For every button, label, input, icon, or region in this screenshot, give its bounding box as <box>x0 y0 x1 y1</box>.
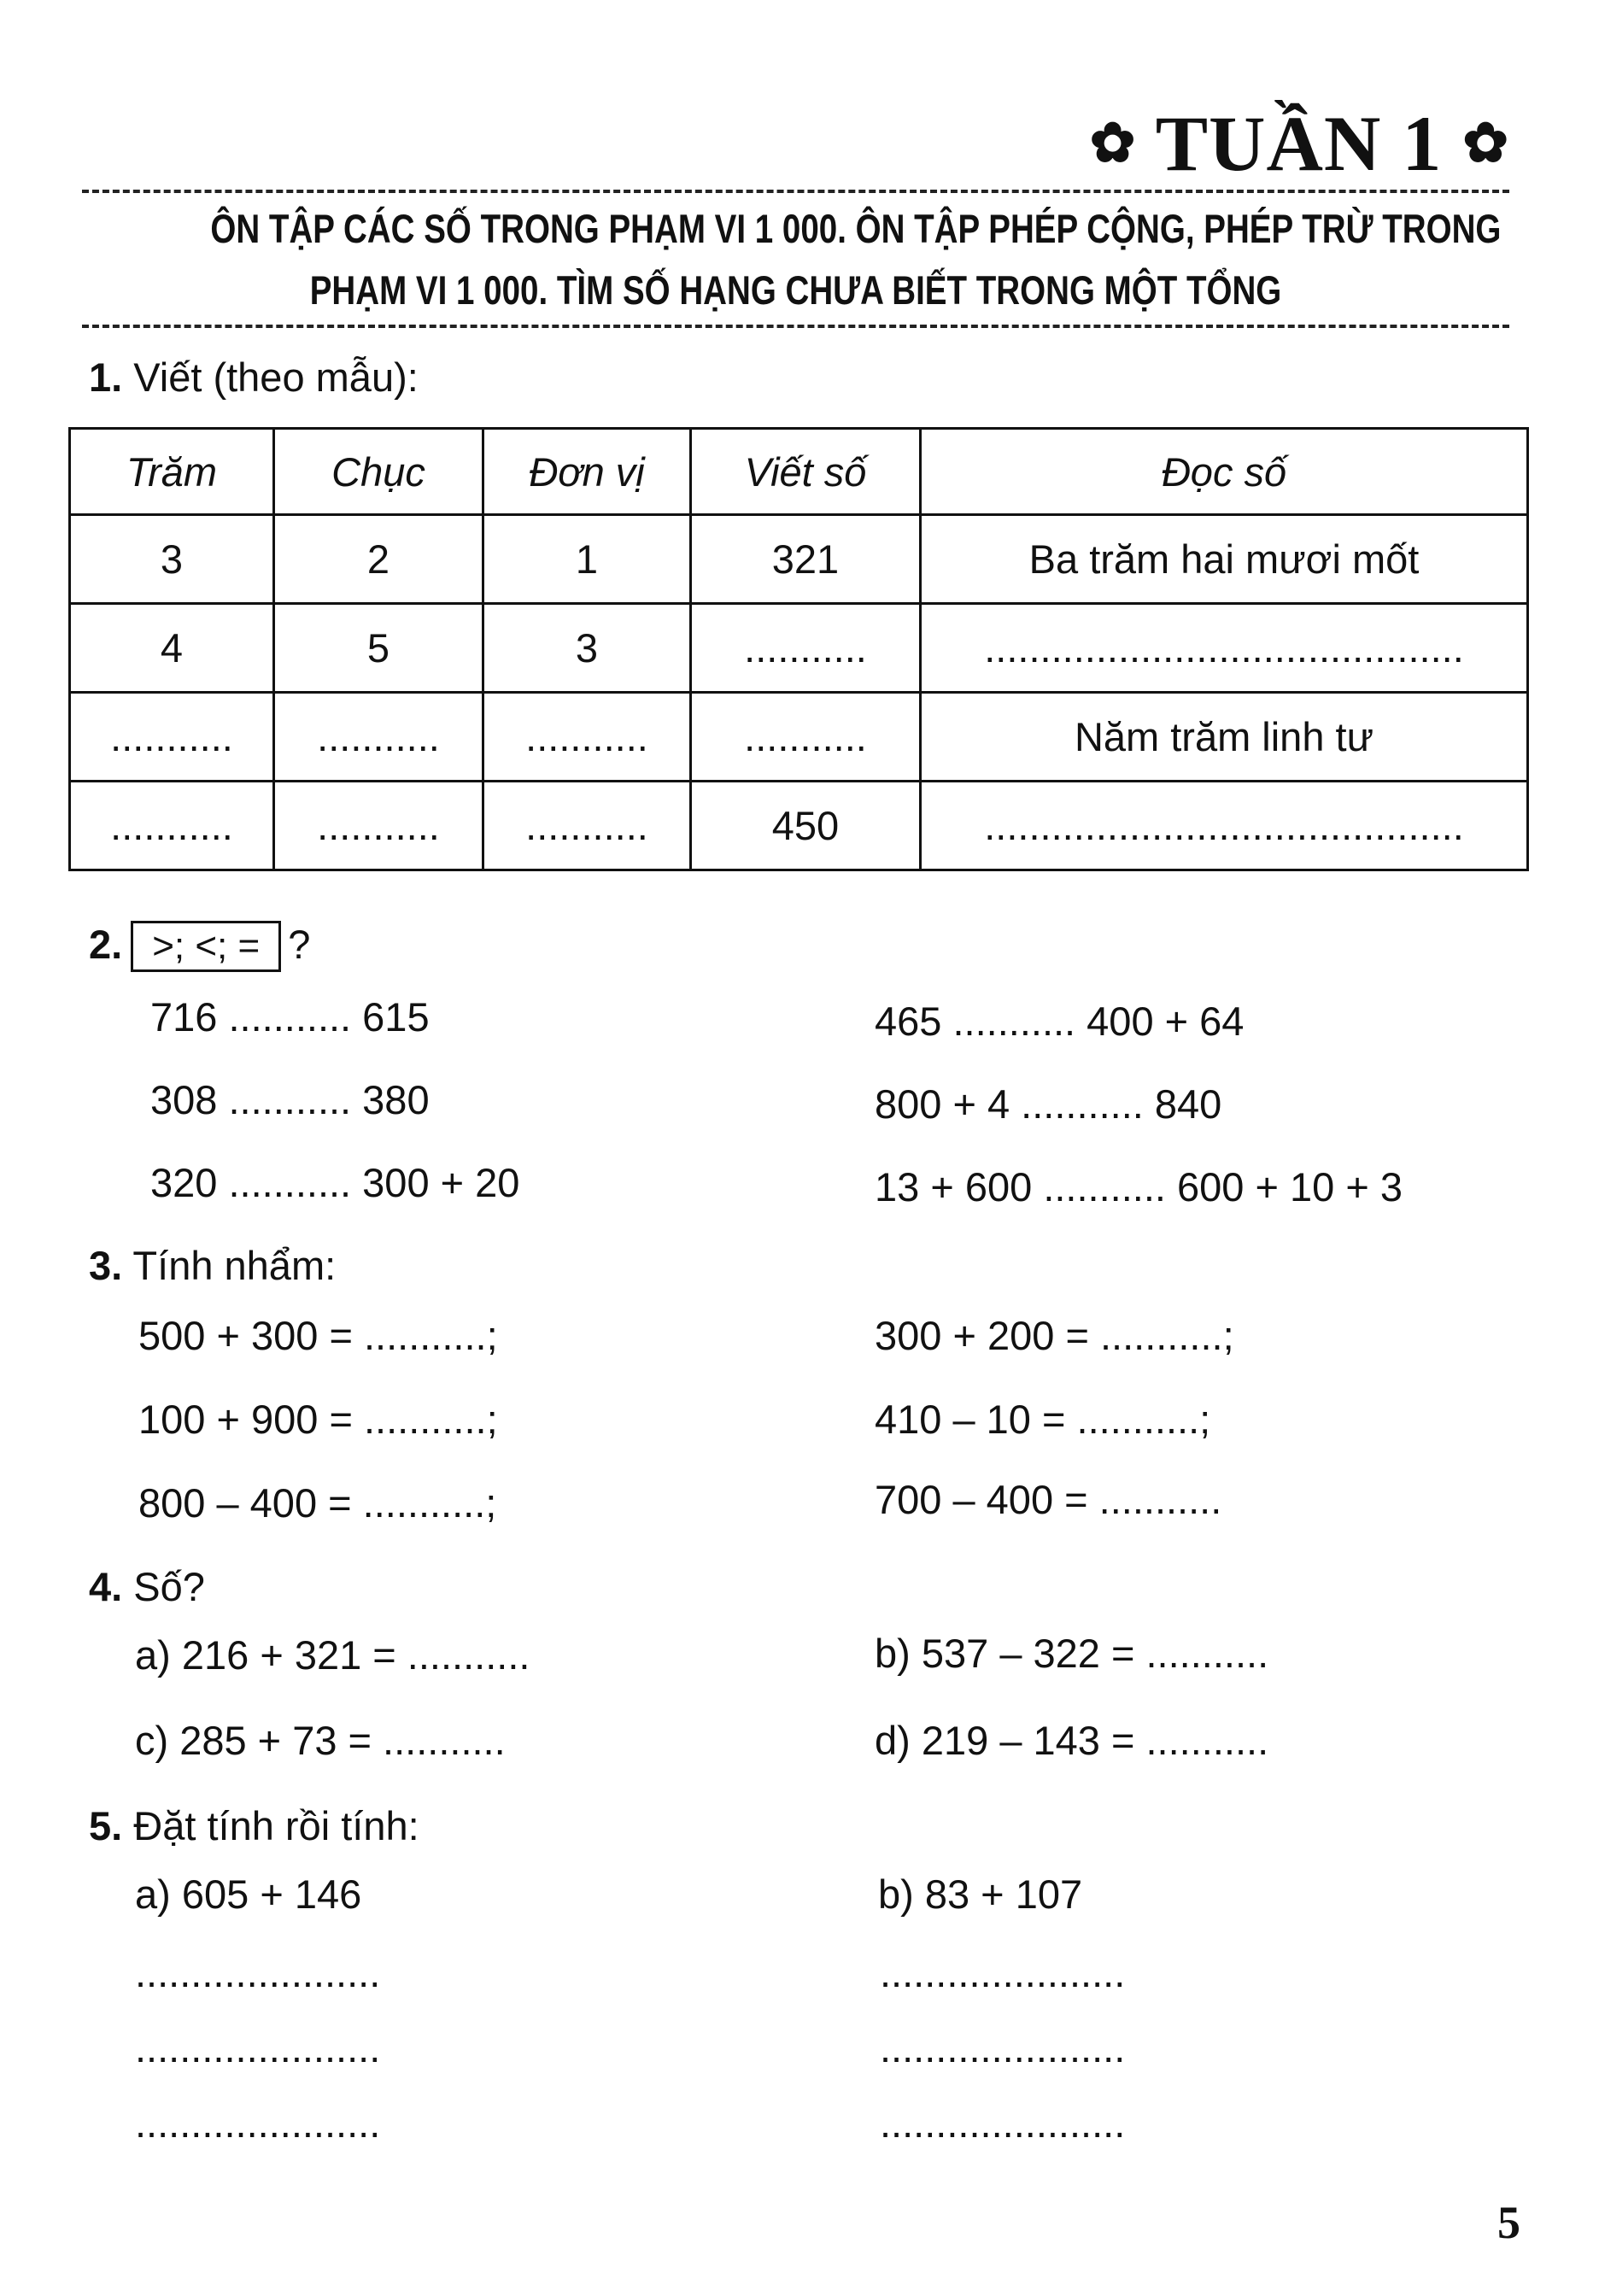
answer-blank: ...................... <box>135 1950 381 1995</box>
mental-math-item: 100 + 900 = ...........; <box>138 1397 498 1442</box>
lesson-heading-line2: PHẠM VI 1 000. TÌM SỐ HẠNG CHƯA BIẾT TRONG MỘT TỔNG <box>309 267 1282 313</box>
table-cell: ........... <box>274 693 483 782</box>
exercise-number: 2. <box>89 922 123 967</box>
header-cell: Chục <box>274 429 483 515</box>
exercise-5-title <box>89 1802 419 1849</box>
table-cell: 2 <box>274 515 483 604</box>
table-cell: 450 <box>691 782 921 870</box>
table-header-row <box>70 429 1528 515</box>
exercise-number: 1. <box>89 354 123 400</box>
page-number: 5 <box>1497 2197 1520 2248</box>
exercise-number: 5. <box>89 1803 123 1848</box>
answer-blank: ...................... <box>135 2025 381 2070</box>
answer-blank: ...................... <box>135 2100 381 2146</box>
header-cell: Đọc số <box>921 429 1528 515</box>
exercise-number: 3. <box>89 1243 123 1288</box>
table-cell: 321 <box>691 515 921 604</box>
question-mark: ? <box>288 922 311 967</box>
table-cell: 3 <box>70 515 274 604</box>
lesson-heading-line1: ÔN TẬP CÁC SỐ TRONG PHẠM VI 1 000. ÔN TẬP PHÉP CỘNG, PHÉP TRỪ TRONG <box>210 206 1502 251</box>
divider <box>82 190 1509 193</box>
mental-math-item: 500 + 300 = ...........; <box>138 1313 498 1358</box>
mental-math-item: 700 – 400 = ........... <box>875 1477 1222 1522</box>
table-cell: 4 <box>70 604 274 693</box>
exercise-instruction: Số? <box>133 1564 205 1609</box>
fill-in-item: b) 537 – 322 = ........... <box>875 1631 1269 1676</box>
table-cell: 5 <box>274 604 483 693</box>
comparison-item: 465 ........... 400 + 64 <box>875 999 1245 1044</box>
exercise-number: 4. <box>89 1564 123 1609</box>
comparison-item: 800 + 4 ........... 840 <box>875 1081 1222 1127</box>
table-row <box>70 604 1528 693</box>
table-row <box>70 515 1528 604</box>
comparison-item: 716 ........... 615 <box>150 994 430 1040</box>
mental-math-item: 410 – 10 = ...........; <box>875 1397 1211 1442</box>
week-title <box>1090 98 1509 189</box>
table-cell: ........... <box>483 693 691 782</box>
divider <box>82 325 1509 328</box>
flower-icon: ✿ <box>1089 113 1137 173</box>
table-cell: 3 <box>483 604 691 693</box>
column-calc-item-a: a) 605 + 146 <box>135 1871 362 1917</box>
table-cell: ........... <box>691 693 921 782</box>
comparison-item: 13 + 600 ........... 600 + 10 + 3 <box>875 1164 1403 1210</box>
header-cell: Viết số <box>691 429 921 515</box>
mental-math-item: 300 + 200 = ...........; <box>875 1313 1234 1358</box>
fill-in-item: a) 216 + 321 = ........... <box>135 1632 530 1678</box>
exercise-4-title <box>89 1563 205 1610</box>
exercise-instruction: Viết (theo mẫu): <box>133 354 419 400</box>
table-cell: ........................................... <box>921 604 1528 693</box>
exercise-2-title <box>89 921 310 972</box>
fill-in-item: d) 219 – 143 = ........... <box>875 1718 1269 1763</box>
exercise-1-title <box>89 354 419 401</box>
exercise-instruction: Đặt tính rồi tính: <box>133 1803 419 1848</box>
place-value-table <box>68 427 1529 871</box>
answer-blank: ...................... <box>880 1950 1126 1995</box>
table-cell: Năm trăm linh tư <box>921 693 1528 782</box>
table-row <box>70 693 1528 782</box>
mental-math-item: 800 – 400 = ...........; <box>138 1480 497 1526</box>
comparison-item: 308 ........... 380 <box>150 1077 430 1122</box>
comparison-item: 320 ........... 300 + 20 <box>150 1160 520 1205</box>
table-cell: 1 <box>483 515 691 604</box>
week-title-text: TUẦN 1 <box>1155 100 1443 187</box>
exercise-instruction: Tính nhẩm: <box>132 1243 337 1288</box>
table-row <box>70 782 1528 870</box>
table-cell: ........... <box>483 782 691 870</box>
table-cell: ........... <box>274 782 483 870</box>
answer-blank: ...................... <box>880 2025 1126 2070</box>
answer-blank: ...................... <box>880 2100 1126 2146</box>
table-cell: ........... <box>70 782 274 870</box>
table-cell: ........................................... <box>921 782 1528 870</box>
table-cell: Ba trăm hai mươi mốt <box>921 515 1528 604</box>
column-calc-item-b: b) 83 + 107 <box>878 1871 1083 1917</box>
table-cell: ........... <box>70 693 274 782</box>
exercise-3-title <box>89 1242 336 1289</box>
fill-in-item: c) 285 + 73 = ........... <box>135 1718 506 1763</box>
comparison-sign-box: >; <; = <box>131 921 281 972</box>
header-cell: Đơn vị <box>483 429 691 515</box>
header-cell: Trăm <box>70 429 274 515</box>
flower-icon: ✿ <box>1462 113 1509 173</box>
table-cell: ........... <box>691 604 921 693</box>
